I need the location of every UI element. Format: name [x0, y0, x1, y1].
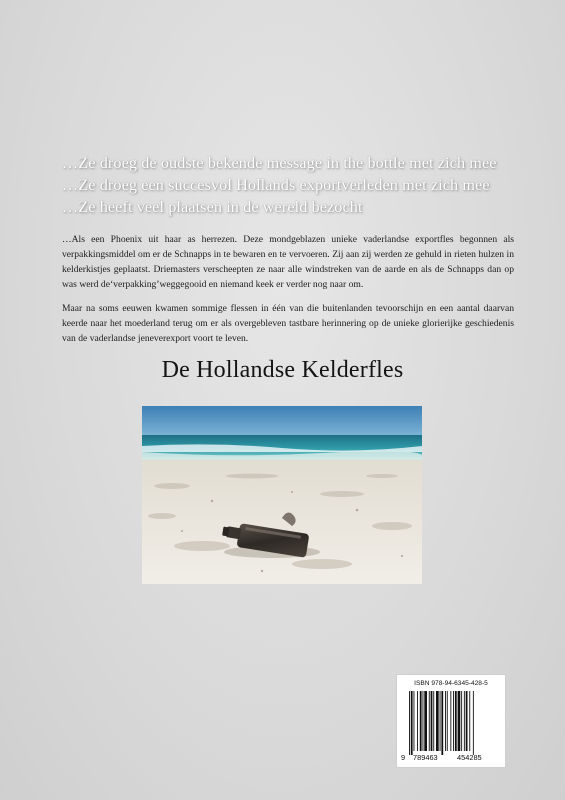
barcode-bar — [466, 691, 468, 751]
tagline-2: …Ze droeg een succesvol Hollands exportverleden met zich mee — [62, 176, 490, 194]
barcode-bar — [440, 691, 441, 751]
isbn-label: ISBN 978-94-6345-428-5 — [414, 680, 488, 687]
barcode-bar — [464, 691, 465, 751]
barcode-bar — [420, 691, 422, 751]
barcode-bar — [469, 691, 470, 751]
isbn-barcode — [396, 674, 506, 768]
beach-bottle-illustration — [142, 406, 422, 584]
isbn-digits-group-2: 454285 — [457, 753, 482, 762]
barcode-bar — [473, 691, 474, 755]
beach-bottle-photo — [142, 406, 422, 584]
barcode-bar — [453, 691, 454, 751]
barcode-bar — [414, 691, 415, 751]
barcode-bar — [461, 691, 462, 751]
isbn-digit-lead: 9 — [401, 753, 406, 762]
barcode-bar — [450, 691, 451, 751]
barcode-bar — [458, 691, 461, 751]
barcode-bar — [455, 691, 457, 751]
barcode-bar — [409, 691, 410, 755]
blurb — [62, 232, 514, 355]
barcode-bar — [417, 691, 418, 751]
barcode-bar — [423, 691, 424, 751]
barcode-bar — [436, 691, 439, 751]
barcode-bar — [424, 691, 427, 751]
tagline-3: …Ze heeft veel plaatsen in de wereld bezocht — [62, 198, 363, 216]
taglines — [62, 152, 542, 218]
barcode-bar — [441, 691, 443, 755]
isbn-digits-group-1: 789463 — [413, 753, 438, 762]
barcode-bar — [411, 691, 413, 755]
barcode-bar — [429, 691, 430, 751]
barcode-bar — [445, 691, 446, 751]
barcode-bar — [447, 691, 448, 751]
book-title: De Hollandse Kelderfles — [161, 357, 404, 383]
blurb-paragraph-2: Maar na soms eeuwen kwamen sommige flessen in één van die buitenlanden tevoorschijn en een aantal daarvan keerde naar het moederland terug om er als overgebleven tastbare herinnering op de unieke glorierijke geschiedenis van de vaderlandse jeneverexport voort te leven. — [62, 303, 514, 344]
blurb-paragraph-1: …Als een Phoenix uit haar as herrezen. Deze mondgeblazen unieke vaderlandse exportfles begonnen als verpakkingsmiddel om er de Schnapps in te bewaren en te vervoeren. Zij aan zij werden ze gehuld in rieten hulzen in kelderkistjes geplaatst. Driemasters verscheepten ze naar alle windstreken van de aarde en als de Schnapps dan op was werd de‘verpakking’weggegooid en niemand keek er verder nog naar om. — [62, 234, 514, 290]
barcode-bar — [431, 691, 433, 751]
tagline-1: …Ze droeg de oudste bekende message in the bottle met zich mee — [62, 154, 497, 172]
barcode-bar — [433, 691, 434, 751]
